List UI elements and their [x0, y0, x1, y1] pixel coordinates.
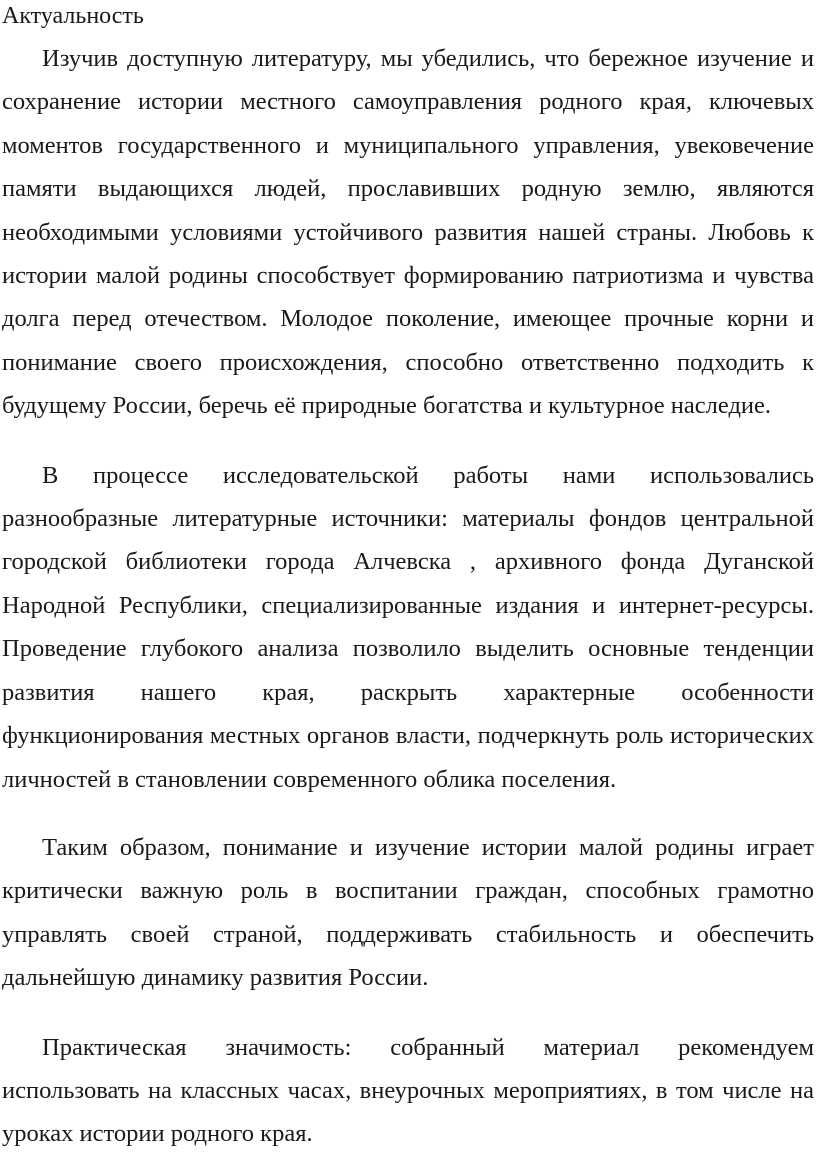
paragraph-conclusion: Таким образом, понимание и изучение истории малой родины играет критически важную роль в воспитании граждан, способных грамотно управлять своей страной, поддерживать стабильность и обеспечить дальнейшую динамику развития России. [2, 833, 814, 992]
paragraph-practical-significance: Практическая значимость: собранный материал рекомендуем использовать на классных часах, внеурочных мероприятиях, в том числе на уроках истории родного края. [2, 1033, 814, 1148]
paragraph-relevance: Изучив доступную литературу, мы убедились, что бережное изучение и сохранение истории местного самоуправления родного края, ключевых моментов государственного и муниципального управления, увековечение памяти выдающихся людей, прославивших родную землю, являются необходимыми условиями устойчивого развития нашей страны. Любовь к истории малой родины способствует формированию патриотизма и чувства долга перед отечеством. Молодое поколение, имеющее прочные корни и понимание своего происхождения, способно ответственно подходить к будущему России, беречь её природные богатства и культурное наследие. [2, 45, 814, 420]
section-heading: Актуальность [2, 3, 144, 29]
paragraph-sources: В процессе исследовательской работы нами использовались разнообразные литературные источники: материалы фондов центральной городской библиотеки города Алчевска , архивного фонда Дуганской Народной Республики, специализированные издания и интернет-ресурсы. Проведение глубокого анализа позволило выделить основные тенденции развития нашего края, раскрыть характерные особенности функционирования местных органов власти, подчеркнуть роль исторических личностей в становлении современного облика поселения. [2, 461, 814, 793]
